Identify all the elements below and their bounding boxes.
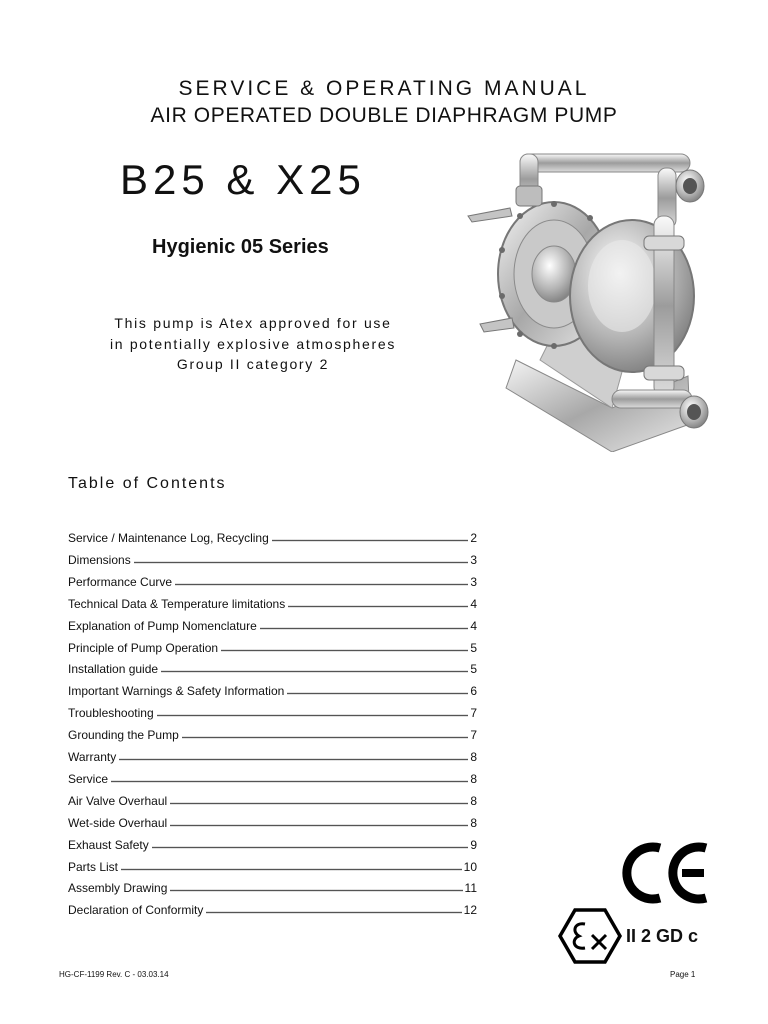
toc-entry: [68, 571, 477, 589]
toc-leader-dots: [221, 649, 468, 652]
toc-entry: [68, 593, 477, 611]
toc-entry: [68, 856, 477, 874]
toc-leader-dots: [260, 627, 469, 630]
toc-leader-dots: [170, 802, 468, 805]
atex-line-2: in potentially explosive atmospheres: [109, 335, 397, 352]
toc-entry: [68, 658, 477, 676]
toc-leader-dots: [121, 868, 462, 871]
toc-leader-dots: [206, 911, 461, 914]
toc-entry-page: 10: [463, 859, 477, 874]
toc-entry-page: 8: [470, 750, 477, 764]
toc-entry-title: Installation guide: [68, 662, 159, 677]
toc-leader-dots: [182, 736, 469, 739]
toc-entry-title: Parts List: [68, 859, 119, 874]
toc-entry-page: 4: [470, 596, 477, 611]
ce-mark-icon: [620, 840, 712, 906]
toc-entry-title: Assembly Drawing: [68, 881, 168, 896]
toc-entry-title: Air Valve Overhaul: [68, 793, 168, 808]
toc-entry-title: Explanation of Pump Nomenclature: [68, 618, 257, 633]
toc-entry: [68, 768, 477, 786]
atex-line-1: This pump is Atex approved for use: [114, 315, 392, 331]
toc-entry-title: Grounding the Pump: [68, 728, 179, 743]
toc-leader-dots: [119, 758, 468, 761]
toc-entry-page: 3: [470, 574, 477, 589]
toc-leader-dots: [152, 846, 469, 849]
toc-entry-page: 2: [470, 531, 477, 545]
toc-entry: [68, 746, 477, 764]
toc-leader-dots: [272, 539, 469, 542]
toc-leader-dots: [157, 714, 469, 717]
toc-entry: [68, 724, 477, 742]
document-id: HG-CF-1199 Rev. C - 03.03.14: [59, 970, 169, 979]
toc-leader-dots: [175, 583, 468, 586]
page-number: Page 1: [670, 970, 696, 979]
toc-entry-title: Performance Curve: [68, 574, 173, 589]
toc-leader-dots: [134, 561, 469, 564]
toc-leader-dots: [170, 824, 468, 827]
toc-leader-dots: [288, 605, 468, 608]
toc-entry: [68, 834, 477, 852]
model-name: B25 & X25: [120, 156, 366, 203]
toc-entry-page: 5: [470, 640, 477, 655]
manual-title: SERVICE & OPERATING MANUAL: [178, 77, 590, 100]
toc-entry-title: Service / Maintenance Log, Recycling: [68, 531, 269, 545]
toc-leader-dots: [111, 780, 468, 783]
toc-entry-page: 3: [470, 552, 477, 567]
toc-leader-dots: [161, 670, 468, 673]
manual-subtitle: AIR OPERATED DOUBLE DIAPHRAGM PUMP: [150, 104, 618, 127]
toc-leader-dots: [170, 889, 462, 892]
toc-entry-title: Dimensions: [68, 552, 131, 567]
series-name: Hygienic 05 Series: [152, 236, 329, 258]
toc-entry-title: Troubleshooting: [68, 706, 154, 721]
toc-entry-page: 8: [470, 793, 477, 808]
toc-entry-page: 8: [470, 771, 477, 786]
toc-entry-page: 5: [470, 662, 477, 677]
toc-entry-title: Wet-side Overhaul: [68, 815, 168, 830]
toc-entry: [68, 790, 477, 808]
atex-note: [78, 313, 428, 375]
toc-leader-dots: [287, 692, 468, 695]
toc-entry-page: 7: [470, 706, 477, 721]
toc-entry: [68, 899, 477, 917]
toc-entry-page: 8: [470, 815, 477, 830]
toc-entry-page: 9: [470, 837, 477, 852]
ex-hexagon-icon: [558, 908, 622, 964]
toc-entry-title: Technical Data & Temperature limitations: [68, 596, 286, 611]
toc-entry-title: Service: [68, 771, 109, 786]
toc-entry: [68, 702, 477, 720]
toc-entry-page: 12: [463, 903, 477, 918]
toc-title: Table of Contents: [68, 475, 227, 492]
toc-entry-title: Important Warnings & Safety Information: [68, 684, 285, 699]
toc-entry: [68, 549, 477, 567]
atex-line-3: Group II category 2: [176, 356, 330, 372]
toc-entry: [68, 615, 477, 633]
pump-photo: [462, 146, 714, 452]
toc-entry-page: 7: [470, 728, 477, 743]
toc-entry-page: 6: [470, 684, 477, 699]
toc-entry-title: Exhaust Safety: [68, 837, 149, 852]
toc-entry: [68, 637, 477, 655]
toc-entry: [68, 877, 477, 895]
toc-entry: [68, 680, 477, 698]
toc-entry-title: Declaration of Conformity: [68, 903, 204, 918]
toc-entry: [68, 812, 477, 830]
toc-entry: [68, 527, 477, 545]
atex-marking: II 2 GD c: [626, 926, 699, 946]
toc-entry-title: Warranty: [68, 750, 117, 764]
toc-entry-page: 11: [464, 881, 477, 896]
toc-entry-title: Principle of Pump Operation: [68, 640, 219, 655]
toc-entry-page: 4: [470, 618, 477, 633]
